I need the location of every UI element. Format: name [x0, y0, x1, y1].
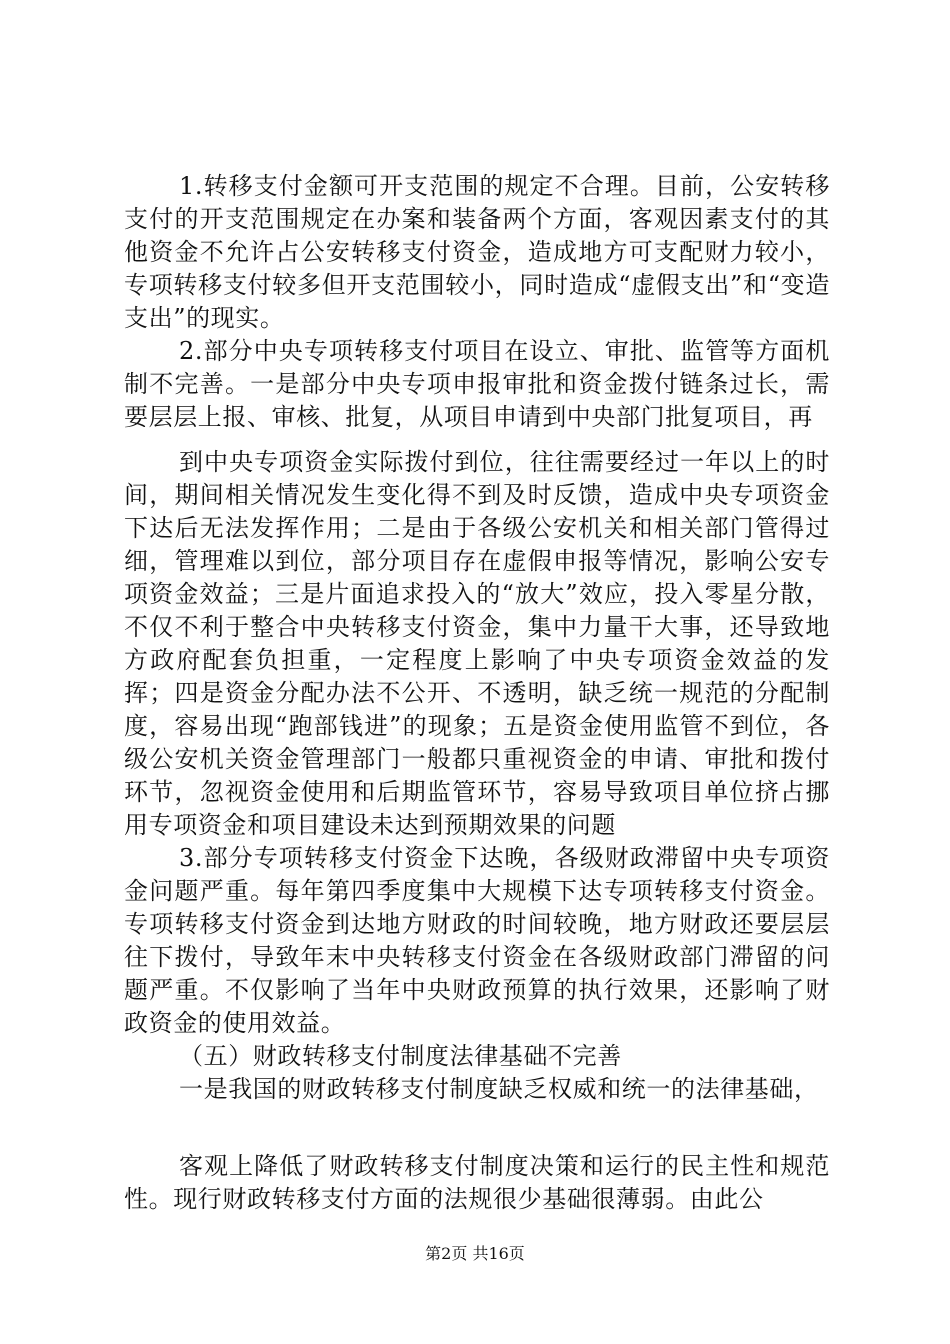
paragraph-legal-basis-continued: 客观上降低了财政转移支付制度决策和运行的民主性和规范性。现行财政转移支付方面的法规很少基础很薄弱。由此公	[124, 1152, 830, 1213]
paragraph-transfer-scope: 1.转移支付金额可开支范围的规定不合理。目前，公安转移支付的开支范围规定在办案和装备两个方面，客观因素支付的其他资金不允许占公安转移支付资金，造成地方可支配财力较小，专项转移支付较多但开支范围较小，同时造成“虚假支出”和“变造支出”的现实。	[124, 172, 830, 332]
section-heading-legal-basis: （五）财政转移支付制度法律基础不完善	[179, 1042, 622, 1070]
paragraph-late-allocation: 3.部分专项转移支付资金下达晚，各级财政滞留中央专项资金问题严重。每年第四季度集中大规模下达专项转移支付资金。专项转移支付资金到达地方财政的时间较晚，地方财政还要层层往下拨付，导致年末中央转移支付资金在各级财政部门滞留的问题严重。不仅影响了当年中央财政预算的执行效果，还影响了财政资金的使用效益。	[124, 844, 830, 1037]
paragraph-legal-basis-intro: 一是我国的财政转移支付制度缺乏权威和统一的法律基础，	[179, 1075, 819, 1103]
paragraph-central-special-continued: 到中央专项资金实际拨付到位，往往需要经过一年以上的时间，期间相关情况发生变化得不到及时反馈，造成中央专项资金下达后无法发挥作用；二是由于各级公安机关和相关部门管得过细，管理难以到位，部分项目存在虚假申报等情况，影响公安专项资金效益；三是片面追求投入的“放大”效应，投入零星分散，不仅不利于整合中央转移支付资金，集中力量干大事，还导致地方政府配套负担重，一定程度上影响了中央专项资金效益的发挥；四是资金分配办法不公开、不透明，缺乏统一规范的分配制度，容易出现“跑部钱进”的现象；五是资金使用监管不到位，各级公安机关资金管理部门一般都只重视资金的申请、审批和拨付环节，忽视资金使用和后期监管环节，容易导致项目单位挤占挪用专项资金和项目建设未达到预期效果的问题	[124, 448, 830, 839]
document-body	[124, 170, 830, 1216]
page-number-footer: 第2页 共16页	[425, 1244, 525, 1263]
paragraph-central-special-mechanism: 2.部分中央专项转移支付项目在设立、审批、监管等方面机制不完善。一是部分中央专项申报审批和资金拨付链条过长，需要层层上报、审核、批复，从项目申请到中央部门批复项目，再	[124, 337, 830, 431]
